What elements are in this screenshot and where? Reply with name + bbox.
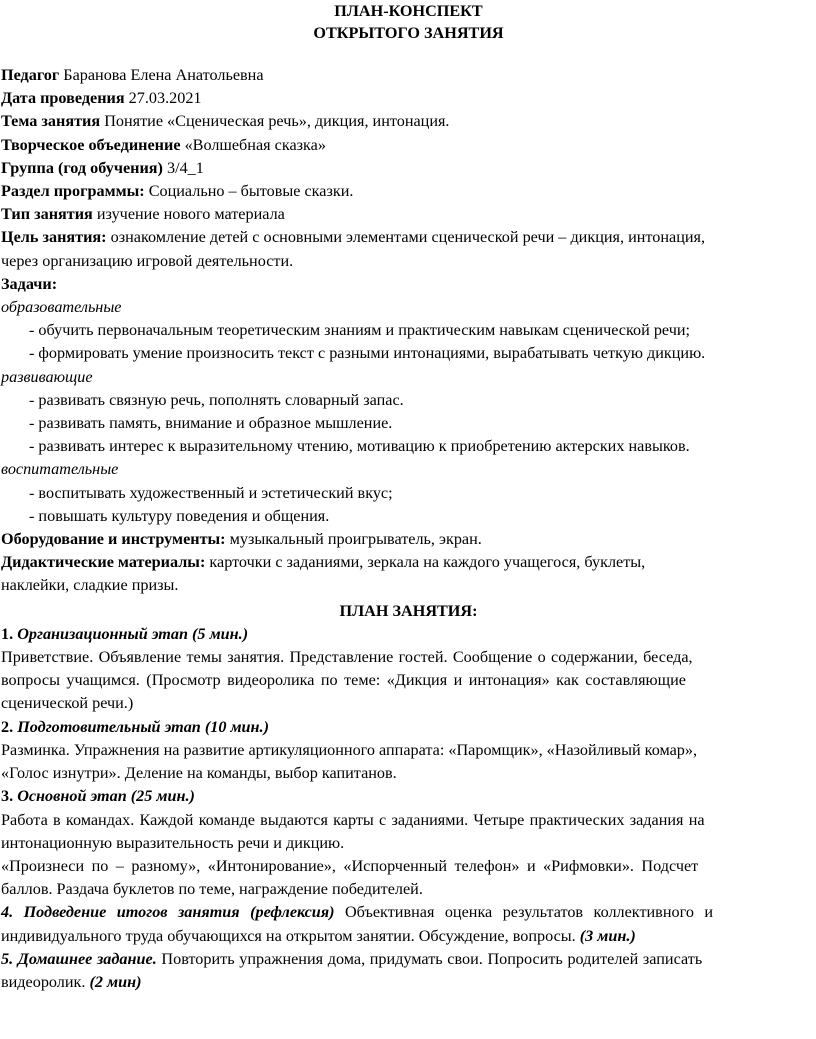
tasks-upbringing-label: воспитательные (1, 460, 119, 479)
stage-4-row-2 (1, 925, 816, 948)
section-value: Социально – бытовые сказки. (148, 182, 354, 201)
group-value: 3/4_1 (166, 158, 204, 177)
type-value: изучение нового материала (96, 205, 285, 224)
stage-1-number: 1. (1, 624, 14, 643)
stage-3-number: 3. (1, 787, 14, 806)
section-row (1, 180, 816, 203)
materials-value-line-1: карточки с заданиями, зеркала на каждого учащегося, буклеты, (209, 553, 646, 572)
teacher-label: Педагог (1, 66, 60, 84)
task-educational-2: - формировать умение произносить текст с разными интонациями, вырабатывать четкую дикцию. (29, 344, 706, 363)
goal-value-line-2: через организацию игровой деятельности. (1, 251, 294, 270)
task-upbringing-1: - воспитывать художественный и эстетический вкус; (29, 483, 393, 502)
materials-row (1, 551, 816, 574)
plan-title: ПЛАН ЗАНЯТИЯ: (339, 601, 478, 620)
stage-2-number: 2. (1, 717, 14, 736)
materials-label: Дидактические материалы: (1, 553, 206, 572)
date-value: 27.03.2021 (128, 89, 202, 108)
stage-2-text-line-1: Разминка. Упражнения на развитие артикуляционного аппарата: «Паромщик», «Назойливый комар», (1, 740, 698, 759)
equipment-value: музыкальный проигрыватель, экран. (229, 530, 482, 549)
stage-3-text-line-2: интонационную выразительность речи и дикцию. (1, 833, 345, 852)
topic-label: Тема занятия (1, 112, 101, 131)
group-row (1, 157, 816, 180)
group-label: Группа (год обучения) (1, 158, 163, 177)
goal-row (1, 226, 816, 249)
stage-4-text-line-2: индивидуального труда обучающихся на открытом занятии. Обсуждение, вопросы. (1, 926, 576, 945)
teacher-value: Баранова Елена Анатольевна (63, 66, 264, 84)
stage-1-text-line-2: вопросы учащимся. (Просмотр видеоролика по теме: «Дикция и интонация» как составляющие (1, 671, 686, 690)
spacer (1, 44, 816, 64)
union-row (1, 134, 816, 157)
stage-5-text-line-1: Повторить упражнения дома, придумать свои. Попросить родителей записать (161, 949, 703, 968)
topic-row (1, 110, 816, 133)
teacher-row (1, 64, 816, 87)
task-developing-3: - развивать интерес к выразительному чтению, мотивацию к приобретению актерских навыков. (29, 437, 690, 456)
stage-2-heading (1, 716, 816, 739)
stage-4-title: 4. Подведение итогов занятия (рефлексия) (1, 903, 335, 922)
stage-1-text-line-1: Приветствие. Объявление темы занятия. Представление гостей. Сообщение о содержании, беседа, (1, 648, 693, 667)
equipment-row (1, 528, 816, 551)
stage-2-title: Подготовительный этап (10 мин.) (17, 717, 269, 736)
stage-5-title: 5. Домашнее задание. (1, 949, 157, 968)
stage-4-row-1 (1, 901, 816, 924)
task-developing-2: - развивать память, внимание и образное мышление. (29, 414, 393, 433)
stage-3-text-line-3: «Произнеси по – разному», «Интонирование», «Испорченный телефон» и «Рифмовки». Подсчет (1, 856, 699, 875)
task-upbringing-2: - повышать культуру поведения и общения. (29, 506, 330, 525)
union-value: «Волшебная сказка» (184, 135, 326, 154)
stage-5-row-1 (1, 948, 816, 971)
stage-5-text-line-2: видеоролик. (1, 972, 86, 991)
document-title-line-1: ПЛАН-КОНСПЕКТ (334, 2, 483, 20)
stage-3-text-line-4: баллов. Раздача буклетов по теме, награждение победителей. (1, 880, 423, 899)
stage-1-title: Организационный этап (5 мин.) (17, 624, 249, 643)
stage-1-heading (1, 623, 816, 646)
section-label: Раздел программы: (1, 182, 145, 201)
stage-3-text-line-1: Работа в командах. Каждой команде выдаются карты с заданиями. Четыре практических задания на (1, 810, 705, 829)
topic-value: Понятие «Сценическая речь», дикция, интонация. (104, 112, 450, 131)
stage-2-text-line-2: «Голос изнутри». Деление на команды, выбор капитанов. (1, 764, 397, 783)
stage-4-text-line-1: Объективная оценка результатов коллективного и (344, 903, 714, 922)
task-developing-1: - развивать связную речь, пополнять словарный запас. (29, 390, 404, 409)
tasks-educational-label: образовательные (1, 298, 122, 317)
document-title-line-2: ОТКРЫТОГО ЗАНЯТИЯ (313, 24, 504, 42)
union-label: Творческое объединение (1, 135, 181, 154)
stage-4-time: (3 мин.) (579, 926, 636, 945)
task-educational-1: - обучить первоначальным теоретическим знаниям и практическим навыкам сценической речи; (29, 321, 691, 340)
type-row (1, 203, 816, 226)
tasks-label: Задачи: (1, 274, 58, 293)
tasks-developing-label: развивающие (1, 367, 93, 386)
stage-5-row-2 (1, 971, 816, 994)
stage-3-title: Основной этап (25 мин.) (17, 787, 195, 806)
goal-value-line-1: ознакомление детей с основными элементами сценической речи – дикция, интонация, (110, 228, 706, 247)
stage-5-time: (2 мин) (89, 972, 142, 991)
equipment-label: Оборудование и инструменты: (1, 530, 226, 549)
type-label: Тип занятия (1, 205, 93, 224)
materials-value-line-2: наклейки, сладкие призы. (1, 576, 179, 595)
date-label: Дата проведения (1, 89, 125, 108)
stage-1-text-line-3: сценической речи.) (1, 694, 134, 713)
date-row (1, 87, 816, 110)
goal-label: Цель занятия: (1, 228, 107, 247)
stage-3-heading (1, 785, 816, 808)
